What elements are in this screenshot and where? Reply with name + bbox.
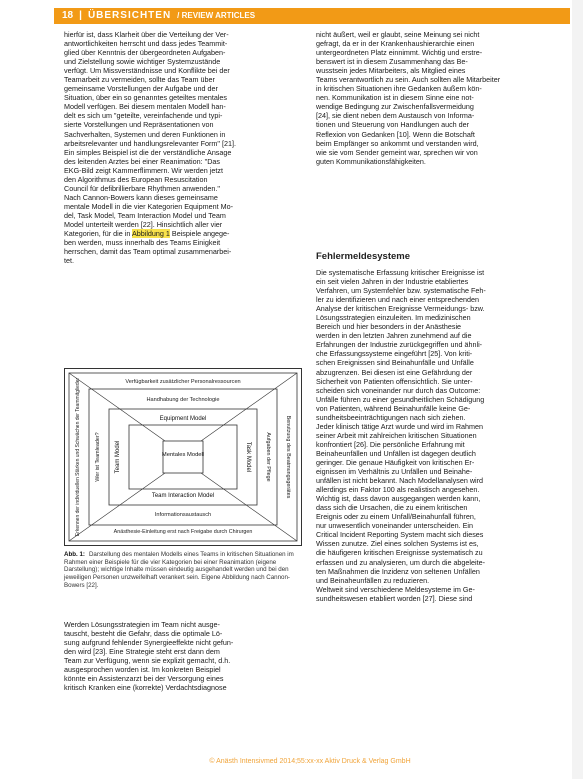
text-line: von Patienten, während Beinahunfälle keine Ge- xyxy=(316,403,471,413)
center-label: Mentales Modell xyxy=(161,452,205,458)
text-line: Teams verantwortlich zu sein. Auch sollten alle Mitarbeiter xyxy=(316,75,501,85)
right-outer-label: Benutzung des Beatmungsgerätes xyxy=(285,415,291,499)
right-paragraph-2 xyxy=(316,268,558,603)
text-line: ausgesprochen worden ist. Im konkreten Beispiel xyxy=(64,665,221,675)
text-line: Lösungsstrategien einzuleiten. Im medizinischen xyxy=(316,313,471,323)
text-line: herrschen, damit das Team optimal zusammenarbei- xyxy=(64,247,232,257)
text-line: gemeinsame Vorstellungen der Aufgabe und der xyxy=(64,84,218,94)
text-line: Weltweit sind verschiedene Meldesysteme im Ge- xyxy=(316,584,475,594)
text-line: nur unwesentlich voneinander unterscheiden. Ein xyxy=(316,521,474,531)
left-inner-label: Wer ist Teamleader? xyxy=(95,432,101,482)
text-line: und Beinaheunfällen zu reduzieren. xyxy=(316,575,430,585)
text-line: Sicherheit von Patienten offensichtlich. Sie unter- xyxy=(316,376,473,386)
figure-caption xyxy=(64,551,302,590)
text-line: abzugrenzen. Bei diesen ist eine Gefährdung der xyxy=(316,367,473,377)
text-line: den wird [23]. Eine Strategie steht erst dann dem xyxy=(64,647,220,657)
text-line: die häufigeren kritischen Ereignisse systematisch zu xyxy=(316,548,483,558)
text-line: allerdings ein Faktor 100 als realistisch angesehen. xyxy=(316,485,480,495)
mid-top-label: Handhabung der Technologie xyxy=(146,397,220,403)
caption-text: Darstellung des mentalen Modells eines Teams in kritischen Situationen im Rahmen einer Beispiele für die vier Kategorien bei einer Reanimation (eigene Darstellung); wichtige Inhalte müssen eindeutig ausgehandelt werden und bei den jeweiligen Personen unzweifelhaft verankert sein. Eigene Abbildung nach Cannon-Bowers [22]. xyxy=(64,551,294,589)
text-line: del, Task Model, Team Interaction Model und Team xyxy=(64,210,226,220)
team-interaction-model-label: Team Interaction Model xyxy=(151,493,215,499)
text-line: kritisch Kranken eine (korrekte) Verdachtsdiagnose xyxy=(64,683,227,693)
text-line: geringer. Die genaue Häufigkeit von kritischen Er- xyxy=(316,457,475,467)
text-line: den Algorithmus des European Resuscitation xyxy=(64,174,208,184)
text-line: Team zur Verfügung, wenn sie explizit gemacht, d.h. xyxy=(64,656,231,666)
text-line: wie sie vom Sender gemeint war, sprechen wir von xyxy=(316,147,478,157)
text-line: des leitenden Arztes bei einer Reanimation: "Das xyxy=(64,156,220,166)
text-line: ben werden, muss innerhalb des Teams Einigkeit xyxy=(64,238,221,248)
text-line: konfrontiert [26]. Die persönliche Erfahrung mit xyxy=(316,439,465,449)
outer-top-label: Verfügbarkeit zusätzlicher Personalressourcen xyxy=(125,379,241,385)
text-line: wusstsein jedes Mitarbeiters, als Mitglied eines xyxy=(316,66,466,76)
text-line: arbeitsrelevanter und handlungsrelevanter Form" [21]. xyxy=(64,138,236,148)
text-line: Modell verfügen. Bei diesem mentalen Modell han- xyxy=(64,102,226,112)
text-line: scheiden sich voneinander nur durch das Outcome: xyxy=(316,385,481,395)
text-line: beim Empfänger so ankommt und verstanden wird, xyxy=(316,138,479,148)
text-line: Ereignis oder zu einem Unfall/Beinahunfall führen, xyxy=(316,512,476,522)
paragraph-text: Beispiele angege- xyxy=(169,229,230,239)
text-line: Werden Lösungsstrategien im Team nicht ausge- xyxy=(64,620,220,629)
text-line: Nach Cannon-Bowers kann dieses gemeinsame xyxy=(64,192,218,202)
text-line: Unfälle führen zu einer gesundheitlichen Schädigung xyxy=(316,394,485,404)
text-line: Die systematische Erfassung kritischer Ereignisse ist xyxy=(316,268,485,277)
team-model-label: Team Model xyxy=(115,440,121,474)
text-line: Analyse der kritischen Ereignisse Vermeidungs- bzw. xyxy=(316,304,485,314)
text-line: wendige Bedingung zur Zwischenfallsvermeidung xyxy=(316,102,474,112)
text-line: tionen und Steuerung von Handlungen auch der xyxy=(316,120,470,130)
text-line: werden in den letzten Jahren zunehmend auf die xyxy=(316,331,472,341)
right-paragraph-1 xyxy=(316,30,558,166)
text-line: [24], sie dient neben dem Austausch von Informa- xyxy=(316,111,475,121)
equipment-model-label: Equipment Model xyxy=(159,416,207,422)
text-line: Jeder klinisch tätige Arzt wurde und wird im Rahmen xyxy=(316,421,483,431)
header-separator: | xyxy=(79,10,82,21)
text-line: tet. xyxy=(64,256,74,266)
text-line: nen. Kommunikation ist in diesem Sinne eine not- xyxy=(316,93,474,103)
text-line: Wichtig ist, dass davon ausgegangen werden kann, xyxy=(316,494,481,504)
text-line: in kritischen Situationen ihre Gedanken äußern kön- xyxy=(316,84,482,94)
text-line: benswert ist in diesem Zusammenhang das Be- xyxy=(316,57,468,67)
text-line: Ein simples Beispiel ist die der verständliche Ansage xyxy=(64,147,232,157)
text-line: untergeordneten Platz einnimmt. Wichtig und erstre- xyxy=(316,48,483,58)
text-line: und Zielstellung sowie wichtiger Systemzustände xyxy=(64,57,221,67)
text-line: Wissen zunutze. Ziel eines solchen Systems ist es, xyxy=(316,539,479,549)
text-line: dass sich die Ursachen, die zu einem kritischen xyxy=(316,503,468,513)
text-line: sung aufgrund fehlender Synergieeffekte nicht gefun- xyxy=(64,638,234,648)
text-line: Council für defibrillierbare Rhythmen anwenden." xyxy=(64,183,220,193)
text-line: ler zu identifizieren und nach einer entsprechenden xyxy=(316,295,480,305)
text-line: Teamarbeit zu vermeiden, sollte das Team über xyxy=(64,75,215,85)
mid-bottom-label: Informationsaustausch xyxy=(154,512,212,518)
text-line: glied über Kenntnis der übergeordneten Aufgaben- xyxy=(64,48,226,58)
left-paragraph-2 xyxy=(64,620,302,692)
paragraph-text: Kategorien, für die in xyxy=(64,229,132,239)
text-line: delt es sich um "geteilte, vereinfachende und typi- xyxy=(64,111,223,121)
text-line: gefragt, da er in der Krankenhaushierarchie einen xyxy=(316,39,475,49)
text-line: eignissen im Verhältnis zu Unfällen und Beinahe- xyxy=(316,467,473,477)
section-category: / REVIEW ARTICLES xyxy=(177,11,256,20)
page-header xyxy=(54,8,570,24)
text-line: erfassen und zu analysieren, um durch die abgeleite- xyxy=(316,557,486,567)
left-column-top xyxy=(64,30,302,265)
text-line: Reflexion von Gedanken [10]. Wenn die Botschaft xyxy=(316,129,475,139)
text-line: seiner Arbeit mit zahlreichen kritischen Situationen xyxy=(316,430,477,440)
page-edge-tab xyxy=(572,0,583,779)
left-outer-label: Erkennen der individuellen Stärken und Schwächen der Teammitglieder xyxy=(75,377,81,537)
left-column-bottom xyxy=(64,620,302,692)
text-line: sundheitsbeeinträchtigungen nach sich ziehen. xyxy=(316,412,466,422)
right-inner-label: Aufgaben der Pflege xyxy=(265,432,271,482)
text-line: sundheitswesen etabliert worden [27]. Diese sind xyxy=(316,593,473,603)
outer-bottom-label: Anästhesie-Einleitung erst nach Freigabe durch Chirurgen xyxy=(113,529,253,535)
text-line: tauscht, besteht die Gefahr, dass die optimale Lö- xyxy=(64,629,223,639)
page-number: 18 xyxy=(62,10,74,21)
figure-reference-link[interactable]: Abbildung 1 xyxy=(131,229,170,239)
text-line: sierte Vorstellungen und Repräsentationen von xyxy=(64,120,214,130)
text-line: mentale Modell in die vier Kategorien Equipment Mo- xyxy=(64,201,233,211)
text-line: Beinaheunfällen und Unfällen ist dagegen deutlich xyxy=(316,448,476,458)
task-model-label: Task Model xyxy=(245,441,251,473)
text-line: schen Ereignissen sind Beinahunfälle und Unfälle xyxy=(316,358,474,368)
figure-diagram xyxy=(65,369,301,545)
text-line: Model unterteilt werden [22]. Hinsichtlich aller vier xyxy=(64,219,223,229)
text-line: Verfahren, um Systemfehler bzw. systematische Feh- xyxy=(316,286,486,296)
text-line: Critical Incident Reporting System macht sich dieses xyxy=(316,530,484,540)
text-line: könnte ein Assistenzarzt bei der Versorgung eines xyxy=(64,674,224,684)
text-line: Erfahrungen der Industrie zurückgegriffen und ähnli- xyxy=(316,340,483,350)
text-line: EKG-Bild zeigt Kammerflimmern. Wir werden jetzt xyxy=(64,165,223,175)
text-line: nicht äußert, weil er glaubt, seine Meinung sei nicht xyxy=(316,30,480,39)
text-line: ein seit vielen Jahren in der Industrie etabliertes xyxy=(316,277,469,287)
text-line: che Erfassungssysteme eingeführt [25]. Von kriti- xyxy=(316,349,473,359)
right-heading-block xyxy=(316,252,558,261)
left-paragraph-1 xyxy=(64,30,302,265)
text-line: ten Maßnahmen die Inzidenz von seltenen Unfällen xyxy=(316,566,480,576)
text-line: Sachverhalten, Systemen und deren Funktionen in xyxy=(64,129,226,139)
text-line: verfügt. Um Missverständnisse und Konflikte bei der xyxy=(64,66,230,76)
text-line: antwortlichkeiten herrscht und dass jedes Teammit- xyxy=(64,39,228,49)
right-column-top xyxy=(316,30,558,166)
section-heading: Fehlermeldesysteme xyxy=(316,251,410,262)
caption-label: Abb. 1: xyxy=(64,551,85,558)
page-footer: © Anästh Intensivmed 2014;55:xx-xx Aktiv Druck & Verlag GmbH xyxy=(209,758,411,765)
text-line: Bereich und hier besonders in der Anästhesie xyxy=(316,322,462,332)
text-line: hierfür ist, dass Klarheit über die Verteilung der Ver- xyxy=(64,30,229,39)
text-line: unfällen ist nicht bekannt. Nach Modellanalysen wird xyxy=(316,476,484,486)
right-column-bottom xyxy=(316,268,558,603)
text-line: guten Kommunikationsfähigkeiten. xyxy=(316,156,426,166)
section-title: ÜBERSICHTEN xyxy=(87,10,172,21)
mental-model-figure xyxy=(64,368,302,546)
text-line: Situation, über ein so genanntes geteiltes mentales xyxy=(64,93,228,103)
